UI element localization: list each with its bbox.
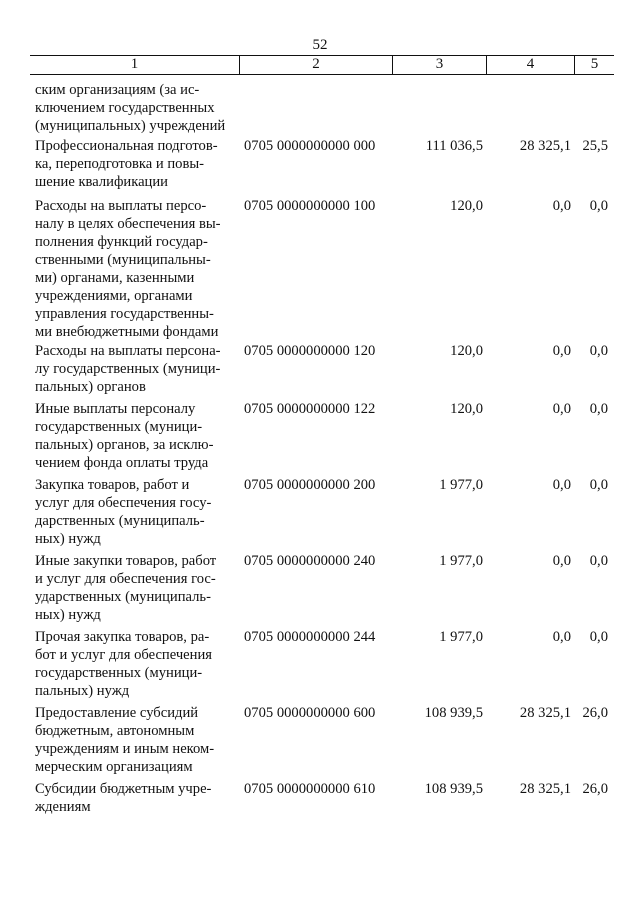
row-description	[30, 476, 239, 548]
description-line: Расходы на выплаты персона-	[35, 343, 221, 359]
percent-executed: 0,0	[589, 343, 608, 359]
budget-code: 0705 0000000000 244	[244, 629, 376, 645]
row-description	[30, 780, 239, 816]
description-line: Субсидии бюджетным учре-	[35, 781, 212, 797]
description-line: Предоставление субсидий	[35, 705, 199, 721]
amount-planned: 111 036,5	[425, 138, 483, 154]
description-line: Профессиональная подготов-	[35, 138, 218, 154]
description-line: ных) нужд	[35, 607, 101, 623]
description-line: учреждениям и иным неком-	[35, 741, 215, 757]
description-line: и услуг для обеспечения гос-	[35, 571, 216, 587]
amount-planned: 108 939,5	[424, 781, 483, 797]
table-header	[30, 55, 614, 75]
table-row	[30, 400, 614, 472]
description-line: налу в целях обеспечения вы-	[35, 216, 221, 232]
description-line: Прочая закупка товаров, ра-	[35, 629, 210, 645]
description-line: пальных) нужд	[35, 683, 130, 699]
amount-executed: 28 325,1	[519, 138, 571, 154]
description-line: пальных) органов	[35, 379, 146, 395]
row-description	[30, 81, 239, 135]
description-line: государственных (муници-	[35, 665, 203, 681]
row-description	[30, 197, 239, 341]
column-header-4: 4	[486, 55, 574, 74]
description-line: ударственных (муниципаль-	[35, 589, 211, 605]
amount-planned: 1 977,0	[439, 477, 483, 493]
description-line: мерческим организациям	[35, 759, 193, 775]
row-description	[30, 704, 239, 776]
amount-executed: 0,0	[552, 477, 571, 493]
table-row	[30, 704, 614, 776]
column-header-3: 3	[392, 55, 486, 74]
budget-code: 0705 0000000000 610	[244, 781, 376, 797]
table-row	[30, 342, 614, 396]
description-line: Закупка товаров, работ и	[35, 477, 190, 493]
description-line: ми внебюджетными фондами	[35, 324, 219, 340]
amount-executed	[486, 81, 574, 135]
row-description	[30, 628, 239, 700]
description-line: управления государственны-	[35, 306, 214, 322]
percent-executed: 0,0	[589, 553, 608, 569]
percent-executed: 26,0	[582, 705, 608, 721]
description-line: ждениям	[35, 799, 91, 815]
description-line: учреждениями, органами	[35, 288, 193, 304]
amount-executed: 0,0	[552, 629, 571, 645]
percent-executed: 0,0	[589, 477, 608, 493]
row-description	[30, 342, 239, 396]
description-line: бот и услуг для обеспечения	[35, 647, 212, 663]
amount-planned: 120,0	[450, 343, 483, 359]
budget-code: 0705 0000000000 240	[244, 553, 376, 569]
amount-planned	[392, 81, 486, 135]
table-row	[30, 780, 614, 816]
description-line: дарственных (муниципаль-	[35, 513, 205, 529]
description-line: ных) нужд	[35, 531, 101, 547]
amount-planned: 108 939,5	[424, 705, 483, 721]
column-header-5: 5	[574, 55, 614, 74]
description-line: ским организациям (за ис-	[35, 82, 200, 98]
percent-executed: 0,0	[589, 198, 608, 214]
amount-executed: 28 325,1	[519, 705, 571, 721]
amount-planned: 1 977,0	[439, 629, 483, 645]
description-line: Расходы на выплаты персо-	[35, 198, 207, 214]
percent-executed: 25,5	[582, 138, 608, 154]
table-row	[30, 197, 614, 341]
description-line: ственными (муниципальны-	[35, 252, 211, 268]
description-line: полнения функций государ-	[35, 234, 208, 250]
budget-code: 0705 0000000000 200	[244, 477, 376, 493]
budget-code	[239, 81, 392, 135]
amount-executed: 0,0	[552, 343, 571, 359]
percent-executed	[574, 81, 614, 135]
amount-executed: 0,0	[552, 401, 571, 417]
budget-code: 0705 0000000000 120	[244, 343, 376, 359]
description-line: лу государственных (муници-	[35, 361, 221, 377]
table-row	[30, 628, 614, 700]
amount-executed: 0,0	[552, 553, 571, 569]
description-line: ключением государственных	[35, 100, 215, 116]
amount-executed: 0,0	[552, 198, 571, 214]
description-line: ми) органами, казенными	[35, 270, 195, 286]
percent-executed: 26,0	[582, 781, 608, 797]
budget-code: 0705 0000000000 122	[244, 401, 376, 417]
description-line: Иные закупки товаров, работ	[35, 553, 217, 569]
description-line: пальных) органов, за исклю-	[35, 437, 214, 453]
percent-executed: 0,0	[589, 629, 608, 645]
table-row	[30, 81, 614, 135]
table-row	[30, 476, 614, 548]
column-header-1: 1	[130, 56, 139, 72]
description-line: услуг для обеспечения госу-	[35, 495, 212, 511]
description-line: чением фонда оплаты труда	[35, 455, 209, 471]
row-description	[30, 400, 239, 472]
table-row	[30, 552, 614, 624]
column-header-2: 2	[239, 55, 392, 74]
budget-code: 0705 0000000000 000	[244, 138, 376, 154]
amount-executed: 28 325,1	[519, 781, 571, 797]
description-line: (муниципальных) учреждений	[35, 118, 226, 134]
percent-executed: 0,0	[589, 401, 608, 417]
amount-planned: 120,0	[450, 198, 483, 214]
description-line: Иные выплаты персоналу	[35, 401, 196, 417]
description-line: государственных (муници-	[35, 419, 203, 435]
budget-code: 0705 0000000000 100	[244, 198, 376, 214]
amount-planned: 1 977,0	[439, 553, 483, 569]
row-description	[30, 137, 239, 191]
row-description	[30, 552, 239, 624]
budget-code: 0705 0000000000 600	[244, 705, 376, 721]
amount-planned: 120,0	[450, 401, 483, 417]
description-line: шение квалификации	[35, 174, 168, 190]
description-line: бюджетным, автономным	[35, 723, 195, 739]
description-line: ка, переподготовка и повы-	[35, 156, 205, 172]
table-row	[30, 137, 614, 191]
page-number: 52	[312, 37, 328, 53]
